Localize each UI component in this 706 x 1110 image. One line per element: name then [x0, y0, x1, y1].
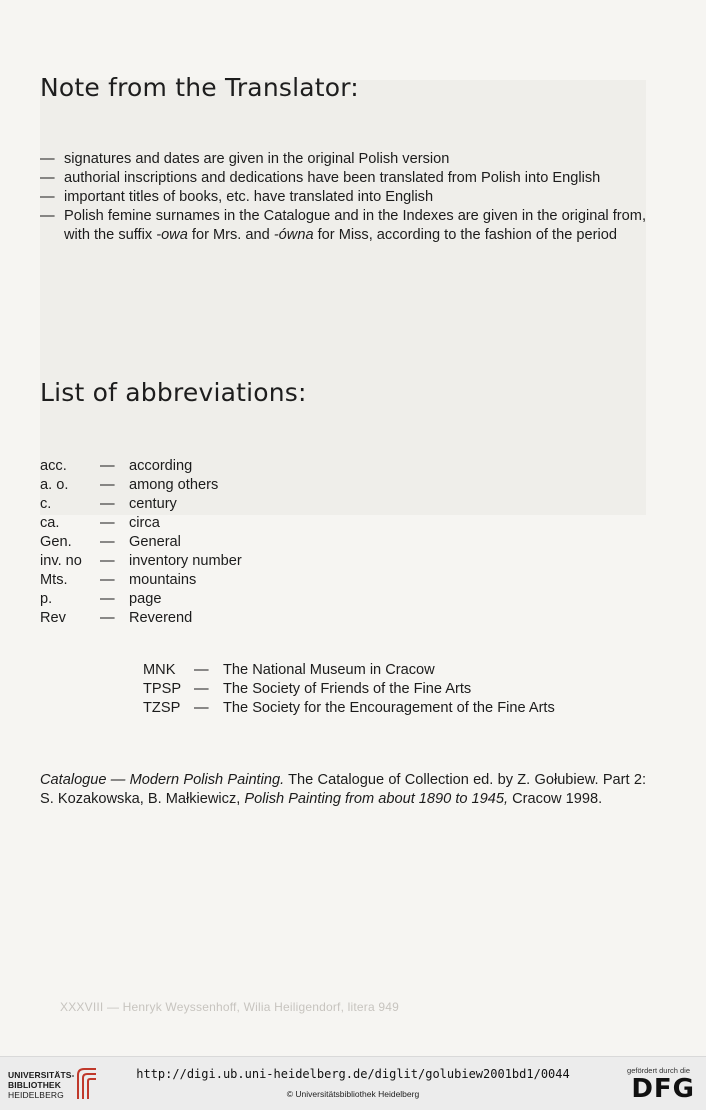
- dfg-logo-icon: DFG: [631, 1074, 695, 1104]
- digitization-footer: [0, 1056, 706, 1110]
- dash-separator: —: [100, 610, 115, 626]
- citation-place-year: Cracow 1998.: [508, 791, 603, 807]
- table-row: [143, 680, 555, 699]
- abbreviation-code: a. o.: [40, 477, 69, 493]
- abbreviation-code: TPSP: [143, 681, 182, 697]
- citation-subtitle: Polish Painting from about 1890 to 1945,: [244, 791, 509, 807]
- dash-separator: —: [100, 458, 115, 474]
- citation-title: Catalogue — Modern Polish Painting.: [40, 772, 285, 788]
- general-abbreviations-table: [40, 457, 242, 628]
- bleed-through-text: XXXVIII — Henryk Weyssenhoff, Wilia Heiligendorf, litera 949: [60, 1000, 400, 1014]
- dash-separator: —: [100, 591, 115, 607]
- abbreviation-code: Rev: [40, 610, 66, 626]
- dash-separator: —: [194, 700, 209, 716]
- abbreviation-code: ca.: [40, 515, 60, 531]
- abbreviation-code: p.: [40, 591, 53, 607]
- dash-separator: —: [194, 681, 209, 697]
- table-row: [40, 495, 242, 514]
- dash-separator: —: [100, 534, 115, 550]
- abbreviation-meaning: The National Museum in Cracow: [223, 662, 435, 678]
- abbreviation-code: TZSP: [143, 700, 181, 716]
- translator-note-list: [40, 150, 646, 245]
- abbreviations-heading: List of abbreviations:: [40, 378, 307, 407]
- abbreviation-meaning: inventory number: [129, 553, 242, 569]
- table-row: [40, 571, 242, 590]
- abbreviation-meaning: circa: [129, 515, 160, 531]
- dash-separator: —: [100, 477, 115, 493]
- funder-note: gefördert durch die: [627, 1066, 690, 1075]
- abbreviation-code: MNK: [143, 662, 176, 678]
- list-item: — important titles of books, etc. have translated into English: [40, 189, 434, 205]
- dash-separator: —: [100, 496, 115, 512]
- dash-separator: —: [100, 515, 115, 531]
- copyright-notice: © Universitätsbibliothek Heidelberg: [286, 1089, 420, 1099]
- abbreviation-meaning: page: [129, 591, 162, 607]
- bleed-through-shade: [40, 80, 646, 515]
- abbreviation-code: Mts.: [40, 572, 68, 588]
- abbreviation-meaning: among others: [129, 477, 219, 493]
- abbreviation-meaning: Reverend: [129, 610, 193, 626]
- abbreviation-code: acc.: [40, 458, 67, 474]
- abbreviation-code: Gen.: [40, 534, 72, 550]
- abbreviation-code: c.: [40, 496, 52, 512]
- table-row: [40, 457, 242, 476]
- list-item: — signatures and dates are given in the original Polish version: [40, 151, 450, 167]
- translator-note-heading: Note from the Translator:: [40, 73, 359, 102]
- library-name: UNIVERSITÄTS- BIBLIOTHEK HEIDELBERG: [8, 1070, 75, 1100]
- dash-separator: —: [100, 572, 115, 588]
- abbreviation-meaning: General: [129, 534, 181, 550]
- abbreviation-meaning: The Society of Friends of the Fine Arts: [223, 681, 472, 697]
- abbreviation-meaning: century: [129, 496, 177, 512]
- abbreviation-meaning: The Society for the Encouragement of the Fine Arts: [223, 700, 555, 716]
- abbreviation-meaning: according: [129, 458, 193, 474]
- abbreviation-code: inv. no: [40, 553, 82, 569]
- institution-abbreviations-table: [143, 661, 555, 718]
- list-item: — Polish femine surnames in the Catalogue and in the Indexes are given in the original from, with the suffix -owa for Mrs. and -ówna for Miss, according to the fashion of the period: [40, 208, 646, 243]
- table-row: [40, 533, 242, 552]
- list-item: — authorial inscriptions and dedications have been translated from Polish into English: [40, 170, 601, 186]
- dash-separator: —: [100, 553, 115, 569]
- citation-details: The Catalogue of Collection ed. by Z. Gołubiew. Part 2: S. Kozakowska, B. Małkiewicz,: [40, 772, 646, 807]
- table-row: [40, 552, 242, 571]
- table-row: [40, 609, 242, 628]
- table-row: [143, 661, 555, 680]
- table-row: [40, 514, 242, 533]
- permalink-url[interactable]: http://digi.ub.uni-heidelberg.de/diglit/golubiew2001bd1/0044: [136, 1067, 570, 1081]
- table-row: [143, 699, 555, 718]
- table-row: [40, 476, 242, 495]
- abbreviation-meaning: mountains: [129, 572, 197, 588]
- catalogue-citation: [40, 771, 646, 809]
- table-row: [40, 590, 242, 609]
- dash-separator: —: [194, 662, 209, 678]
